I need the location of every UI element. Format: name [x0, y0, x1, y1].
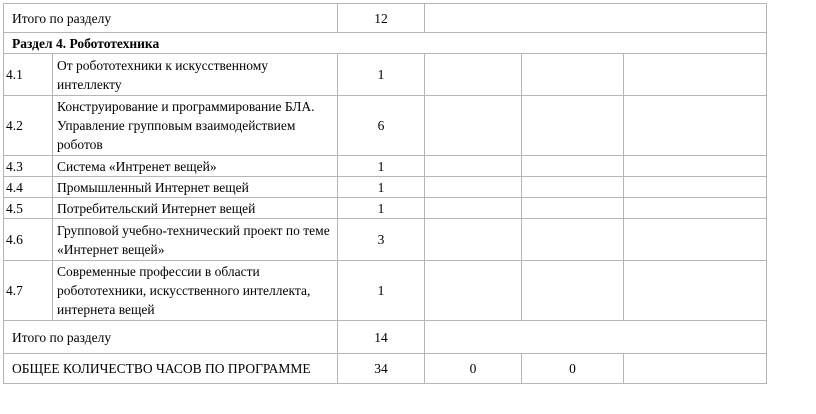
subtotal-label: Итого по разделу — [4, 321, 338, 354]
item-hours: 6 — [338, 96, 425, 156]
item-number: 4.4 — [4, 177, 53, 198]
total-hours: 34 — [338, 354, 425, 384]
empty-cell — [624, 219, 767, 261]
item-title: Потребительский Интернет вещей — [53, 198, 338, 219]
item-title: Групповой учебно-технический проект по теме «Интернет вещей» — [53, 219, 338, 261]
table-row — [4, 54, 767, 96]
item-title: Современные профессии в области робототехники, искусственного интеллекта, интернета вещей — [53, 261, 338, 321]
table-row — [4, 156, 767, 177]
table-row-grand-total — [4, 354, 767, 384]
item-hours: 1 — [338, 261, 425, 321]
table-row-subtotal-4 — [4, 321, 767, 354]
empty-cell — [624, 354, 767, 384]
table-row-subtotal-3 — [4, 4, 767, 33]
table-row-section-header — [4, 33, 767, 54]
table-row — [4, 177, 767, 198]
empty-cell — [624, 96, 767, 156]
empty-cell — [522, 96, 624, 156]
table-row — [4, 219, 767, 261]
total-col4: 0 — [425, 354, 522, 384]
empty-cell — [425, 219, 522, 261]
empty-cell — [624, 198, 767, 219]
item-title: От робототехники к искусственному интеллекту — [53, 54, 338, 96]
section-title: Раздел 4. Робототехника — [4, 33, 767, 54]
empty-cell — [425, 156, 522, 177]
total-label: ОБЩЕЕ КОЛИЧЕСТВО ЧАСОВ ПО ПРОГРАММЕ — [4, 354, 338, 384]
item-title: Система «Интренет вещей» — [53, 156, 338, 177]
item-hours: 1 — [338, 156, 425, 177]
item-number: 4.2 — [4, 96, 53, 156]
item-hours: 1 — [338, 177, 425, 198]
total-col5: 0 — [522, 354, 624, 384]
table-row — [4, 261, 767, 321]
item-number: 4.6 — [4, 219, 53, 261]
empty-cell — [522, 54, 624, 96]
subtotal-label: Итого по разделу — [4, 4, 338, 33]
subtotal-hours: 12 — [338, 4, 425, 33]
item-number: 4.5 — [4, 198, 53, 219]
item-hours: 1 — [338, 198, 425, 219]
empty-cell — [624, 177, 767, 198]
curriculum-table — [3, 3, 767, 384]
empty-cell — [425, 198, 522, 219]
item-number: 4.1 — [4, 54, 53, 96]
table-row — [4, 198, 767, 219]
item-title: Промышленный Интернет вещей — [53, 177, 338, 198]
item-hours: 3 — [338, 219, 425, 261]
empty-cell — [522, 198, 624, 219]
empty-cell — [624, 54, 767, 96]
item-title: Конструирование и программирование БЛА. Управление групповым взаимодействием роботов — [53, 96, 338, 156]
empty-cell — [425, 177, 522, 198]
empty-cell — [425, 261, 522, 321]
subtotal-hours: 14 — [338, 321, 425, 354]
empty-cell — [425, 321, 767, 354]
empty-cell — [522, 261, 624, 321]
empty-cell — [425, 96, 522, 156]
empty-cell — [425, 54, 522, 96]
empty-cell — [522, 156, 624, 177]
table-row — [4, 96, 767, 156]
empty-cell — [624, 261, 767, 321]
empty-cell — [522, 219, 624, 261]
empty-cell — [425, 4, 767, 33]
item-number: 4.3 — [4, 156, 53, 177]
item-number: 4.7 — [4, 261, 53, 321]
empty-cell — [522, 177, 624, 198]
empty-cell — [624, 156, 767, 177]
item-hours: 1 — [338, 54, 425, 96]
